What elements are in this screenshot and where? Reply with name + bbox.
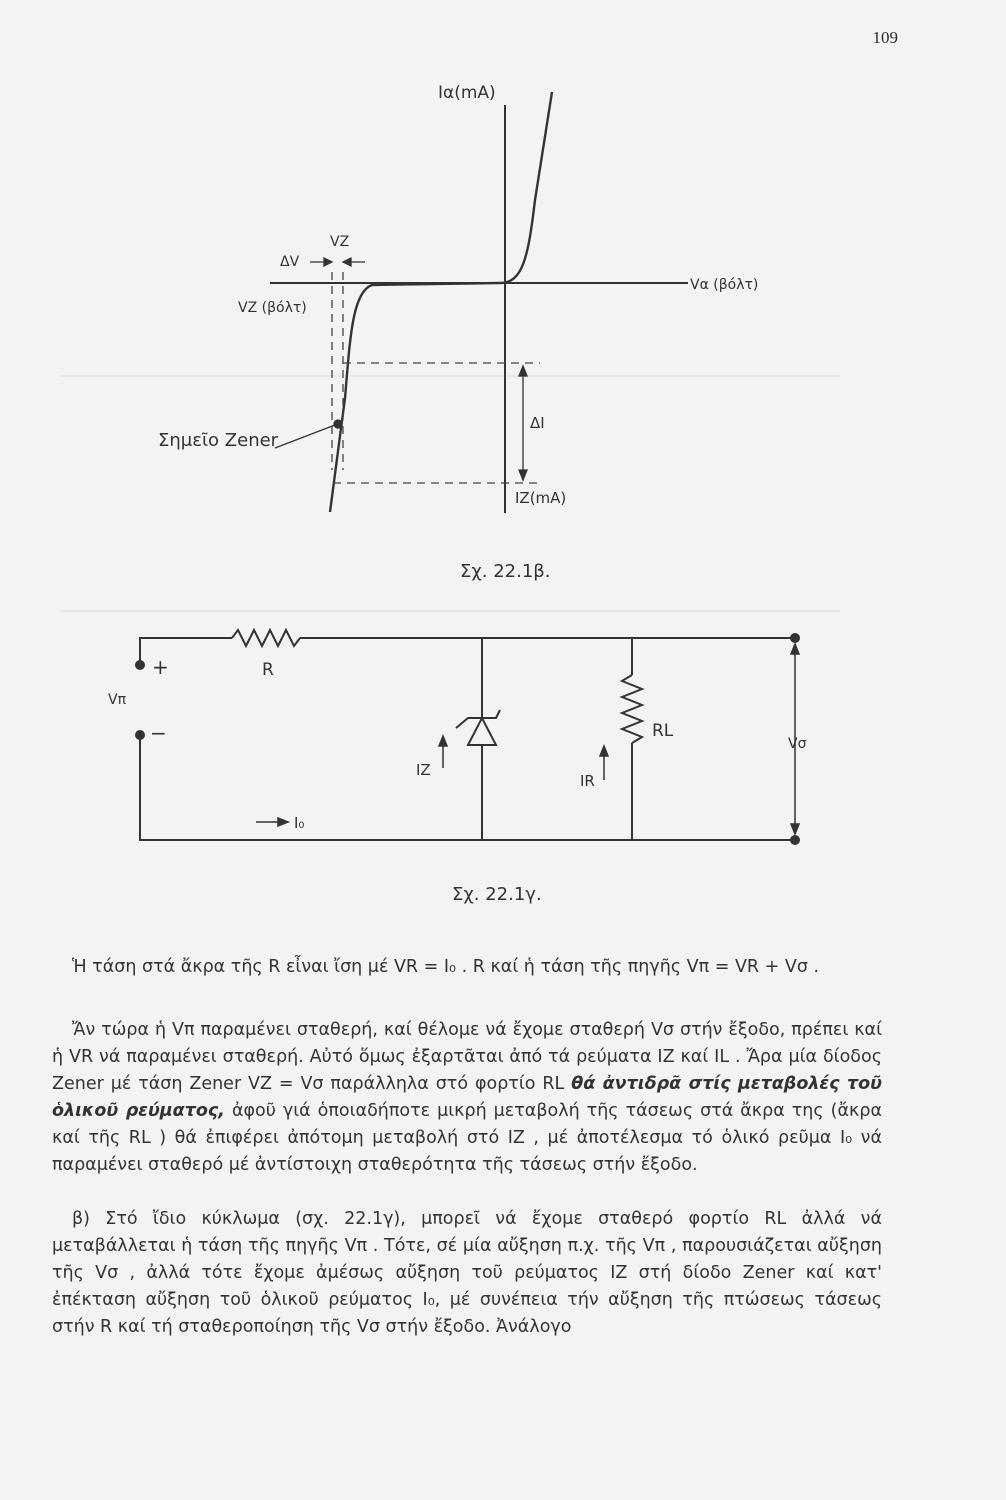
p2-text-a: Ἄν τώρα ἡ Vπ παραμένει σταθερή, καί θέλομε νά ἔχομε σταθερή Vσ στήν ἔξοδο, πρέπει καί ἡ VR νά παραμένει σταθερή. Αὐτό ὅμως ἐξαρτᾶται ἀπό τά ρεύματα IZ καί IL . Ἄρα μία δίοδος Zener μέ τάση Zener VZ = Vσ παράλληλα στό φορτίο RL — [52, 1020, 882, 1094]
paragraph-source-variation — [52, 1206, 882, 1341]
ir-label: IR — [580, 772, 595, 790]
bottom-wire — [140, 735, 795, 840]
figure-b-caption: Σχ. 22.1β. — [460, 561, 551, 582]
figure-c-caption: Σχ. 22.1γ. — [452, 884, 542, 905]
io-label: I₀ — [294, 814, 305, 832]
rl-label: RL — [652, 721, 674, 741]
vz-top-label: VZ — [330, 234, 350, 250]
vz-label: VZ (βόλτ) — [238, 300, 307, 316]
terminal-out-bottom — [790, 835, 800, 845]
resistor-r — [232, 630, 300, 646]
terminal-plus — [135, 660, 145, 670]
page-number: 109 — [872, 28, 898, 47]
resistor-rl — [622, 675, 642, 743]
minus-label: − — [150, 721, 167, 745]
paragraph-voltage-relation — [52, 954, 882, 981]
iz-label: IZ(mA) — [515, 489, 567, 507]
p1-text: Ἡ τάση στά ἄκρα τῆς R εἶναι ἴση μέ VR = I₀ . R καί ἡ τάση τῆς πηγῆς Vπ = VR + Vσ . — [72, 957, 820, 977]
x-axis-label: Vα (βόλτ) — [690, 277, 759, 293]
iz-label: IZ — [416, 761, 431, 779]
delta-i-label: ΔI — [530, 414, 545, 432]
zener-point-marker — [334, 420, 342, 428]
plus-label: + — [152, 655, 169, 679]
zener-diode — [456, 710, 500, 745]
p2-emphasis: θά ἀντιδρᾶ στίς μεταβολές τοῦ ὁλικοῦ ρεύματος, — [52, 1074, 882, 1121]
terminal-out-top — [790, 633, 800, 643]
paragraph-zener-regulation — [52, 1017, 882, 1179]
iv-curve — [330, 92, 552, 512]
delta-v-label: ΔV — [280, 254, 300, 270]
p3-text: β) Στό ἴδιο κύκλωμα (σχ. 22.1γ), μπορεῖ νά ἔχομε σταθερό φορτίο RL ἀλλά νά μεταβάλλεται ἡ τάση τῆς πηγῆς Vπ . Τότε, σέ μία αὔξηση π.χ. τῆς Vπ , παρουσιάζεται αὔξηση τῆς Vσ , ἀλλά τότε ἔχομε ἀμέσως αὔξηση τοῦ ρεύματος IZ στή δίοδο Zener καί κατ' ἐπέκταση αὔξηση τοῦ ὁλικοῦ ρεύματος I₀, μέ συνέπεια τήν αὔξηση τῆς πτώσεως τάσεως στήν R καί τή σταθεροποίηση τῆς Vσ στήν ἔξοδο. Ἀνάλογο — [52, 1209, 882, 1337]
terminal-minus — [135, 730, 145, 740]
vout-label: Vσ — [788, 736, 807, 752]
zener-point-label: Σημεῖο Zener — [158, 430, 279, 451]
zener-characteristic-figure — [0, 0, 1006, 600]
vin-label: Vπ — [108, 692, 127, 708]
p2-text-b: ἀφοῦ γιά ὁποιαδήποτε μικρή μεταβολή τῆς τάσεως στά ἄκρα της (ἄκρα καί τῆς RL ) θά ἐπιφέρει ἀπότομη μεταβολή στό IZ , μέ ἀποτέλεσμα τό ὁλικό ρεῦμα I₀ νά παραμένει σταθερό μέ ἀντίστοιχη σταθερότητα τῆς τάσεως στήν ἔξοδο. — [52, 1101, 882, 1175]
zener-regulator-circuit — [0, 600, 1006, 910]
y-axis-label: Iα(mA) — [438, 83, 496, 103]
r-label: R — [262, 660, 274, 680]
